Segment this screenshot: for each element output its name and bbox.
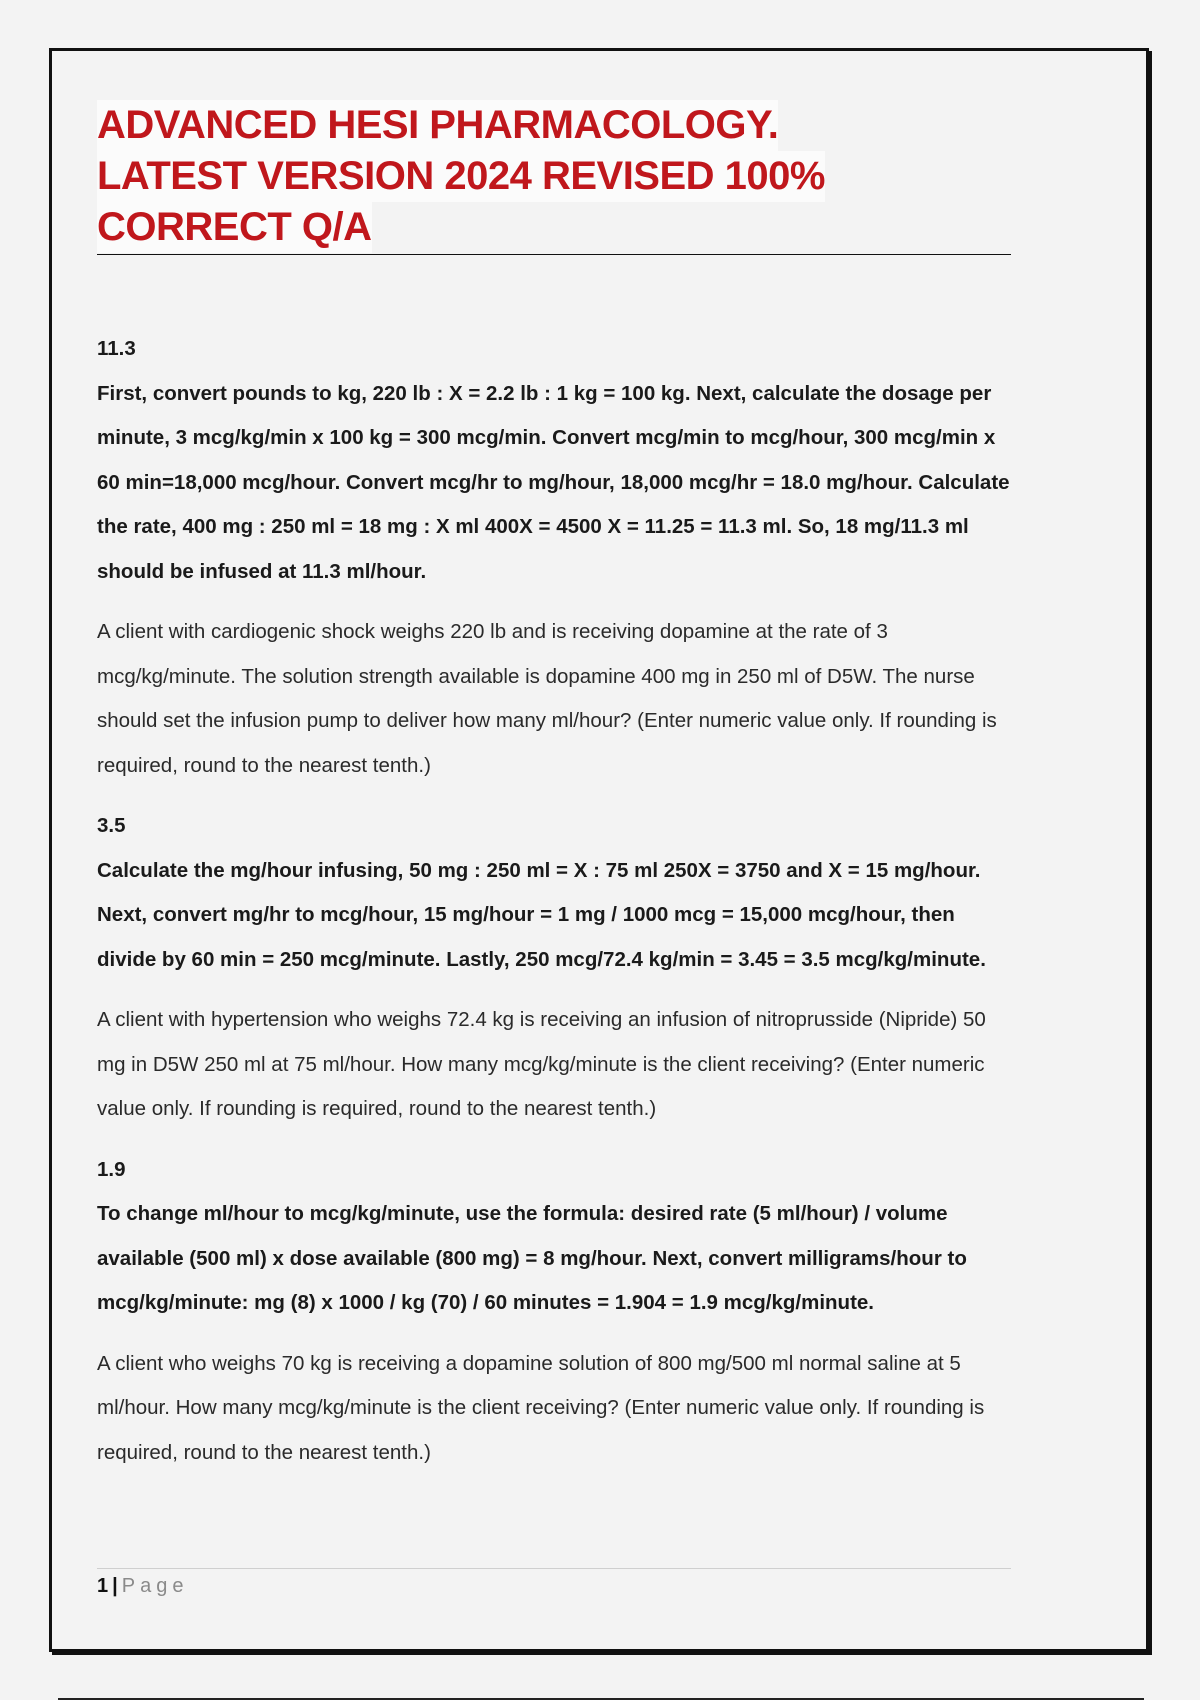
answer-explanation: Calculate the mg/hour infusing, 50 mg : 250 ml = X : 75 ml 250X = 3750 and X = 15 mg/hour. Next, convert mg/hr to mcg/hour, 15 mg/hour = 1 mg / 1000 mcg = 15,000 mcg/hour, then divide by 60 min = 250 mcg/minute. Lastly, 250 mcg/72.4 kg/min = 3.45 = 3.5 mcg/kg/minute. — [97, 858, 986, 971]
question-text: A client with hypertension who weighs 72.4 kg is receiving an infusion of nitroprusside (Nipride) 50 mg in D5W 250 ml at 75 ml/hour. How many mcg/kg/minute is the client receiving? (Enter numeric value only. If rounding is required, round to the nearest tenth.) — [97, 1008, 986, 1120]
document-title — [97, 100, 1011, 253]
footer-separator: | — [112, 1575, 118, 1597]
page-label: Page — [121, 1575, 189, 1597]
qa-item — [97, 804, 1011, 1132]
title-underline — [97, 254, 1011, 255]
qa-item — [97, 1148, 1011, 1476]
answer-explanation: To change ml/hour to mcg/kg/minute, use the formula: desired rate (5 ml/hour) / volume available (500 ml) x dose available (800 mg) = 8 mg/hour. Next, convert milligrams/hour to mcg/kg/minute: mg (8) x 1000 / kg (70) / 60 minutes = 1.904 = 1.9 mcg/kg/minute. — [97, 1202, 967, 1314]
answer-explanation: First, convert pounds to kg, 220 lb : X = 2.2 lb : 1 kg = 100 kg. Next, calculate the dosage per minute, 3 mcg/kg/min x 100 kg = 300 mcg/min. Convert mcg/min to mcg/hour, 300 mcg/min x 60 min=18,000 mcg/hour. Convert mcg/hr to mg/hour, 18,000 mcg/hr = 18.0 mg/hour. Calculate the rate, 400 mg : 250 ml = 18 mg : X ml 400X = 4500 X = 11.25 = 11.3 ml. So, 18 mg/11.3 ml should be infused at 11.3 ml/hour. — [97, 381, 1010, 583]
page-number: 1 — [97, 1575, 109, 1597]
title-line: CORRECT Q/A — [97, 202, 372, 253]
page-content — [97, 100, 1011, 1491]
question-text: A client with cardiogenic shock weighs 220 lb and is receiving dopamine at the rate of 3 mcg/kg/minute. The solution strength available is dopamine 400 mg in 250 ml of D5W. The nurse should set the infusion pump to deliver how many ml/hour? (Enter numeric value only. If rounding is required, round to the nearest tenth.) — [97, 620, 997, 777]
answer-number: 3.5 — [97, 814, 126, 837]
footer-divider — [97, 1568, 1011, 1569]
answer-number: 11.3 — [97, 337, 136, 360]
qa-item — [97, 327, 1011, 788]
page-footer — [97, 1574, 188, 1598]
title-line: ADVANCED HESI PHARMACOLOGY. — [97, 100, 778, 151]
title-line: LATEST VERSION 2024 REVISED 100% — [97, 151, 825, 202]
answer-number: 1.9 — [97, 1157, 126, 1181]
qa-list — [97, 327, 1011, 1475]
question-text: A client who weighs 70 kg is receiving a dopamine solution of 800 mg/500 ml normal saline at 5 ml/hour. How many mcg/kg/minute is the client receiving? (Enter numeric value only. If rounding is required, round to the nearest tenth.) — [97, 1351, 985, 1464]
